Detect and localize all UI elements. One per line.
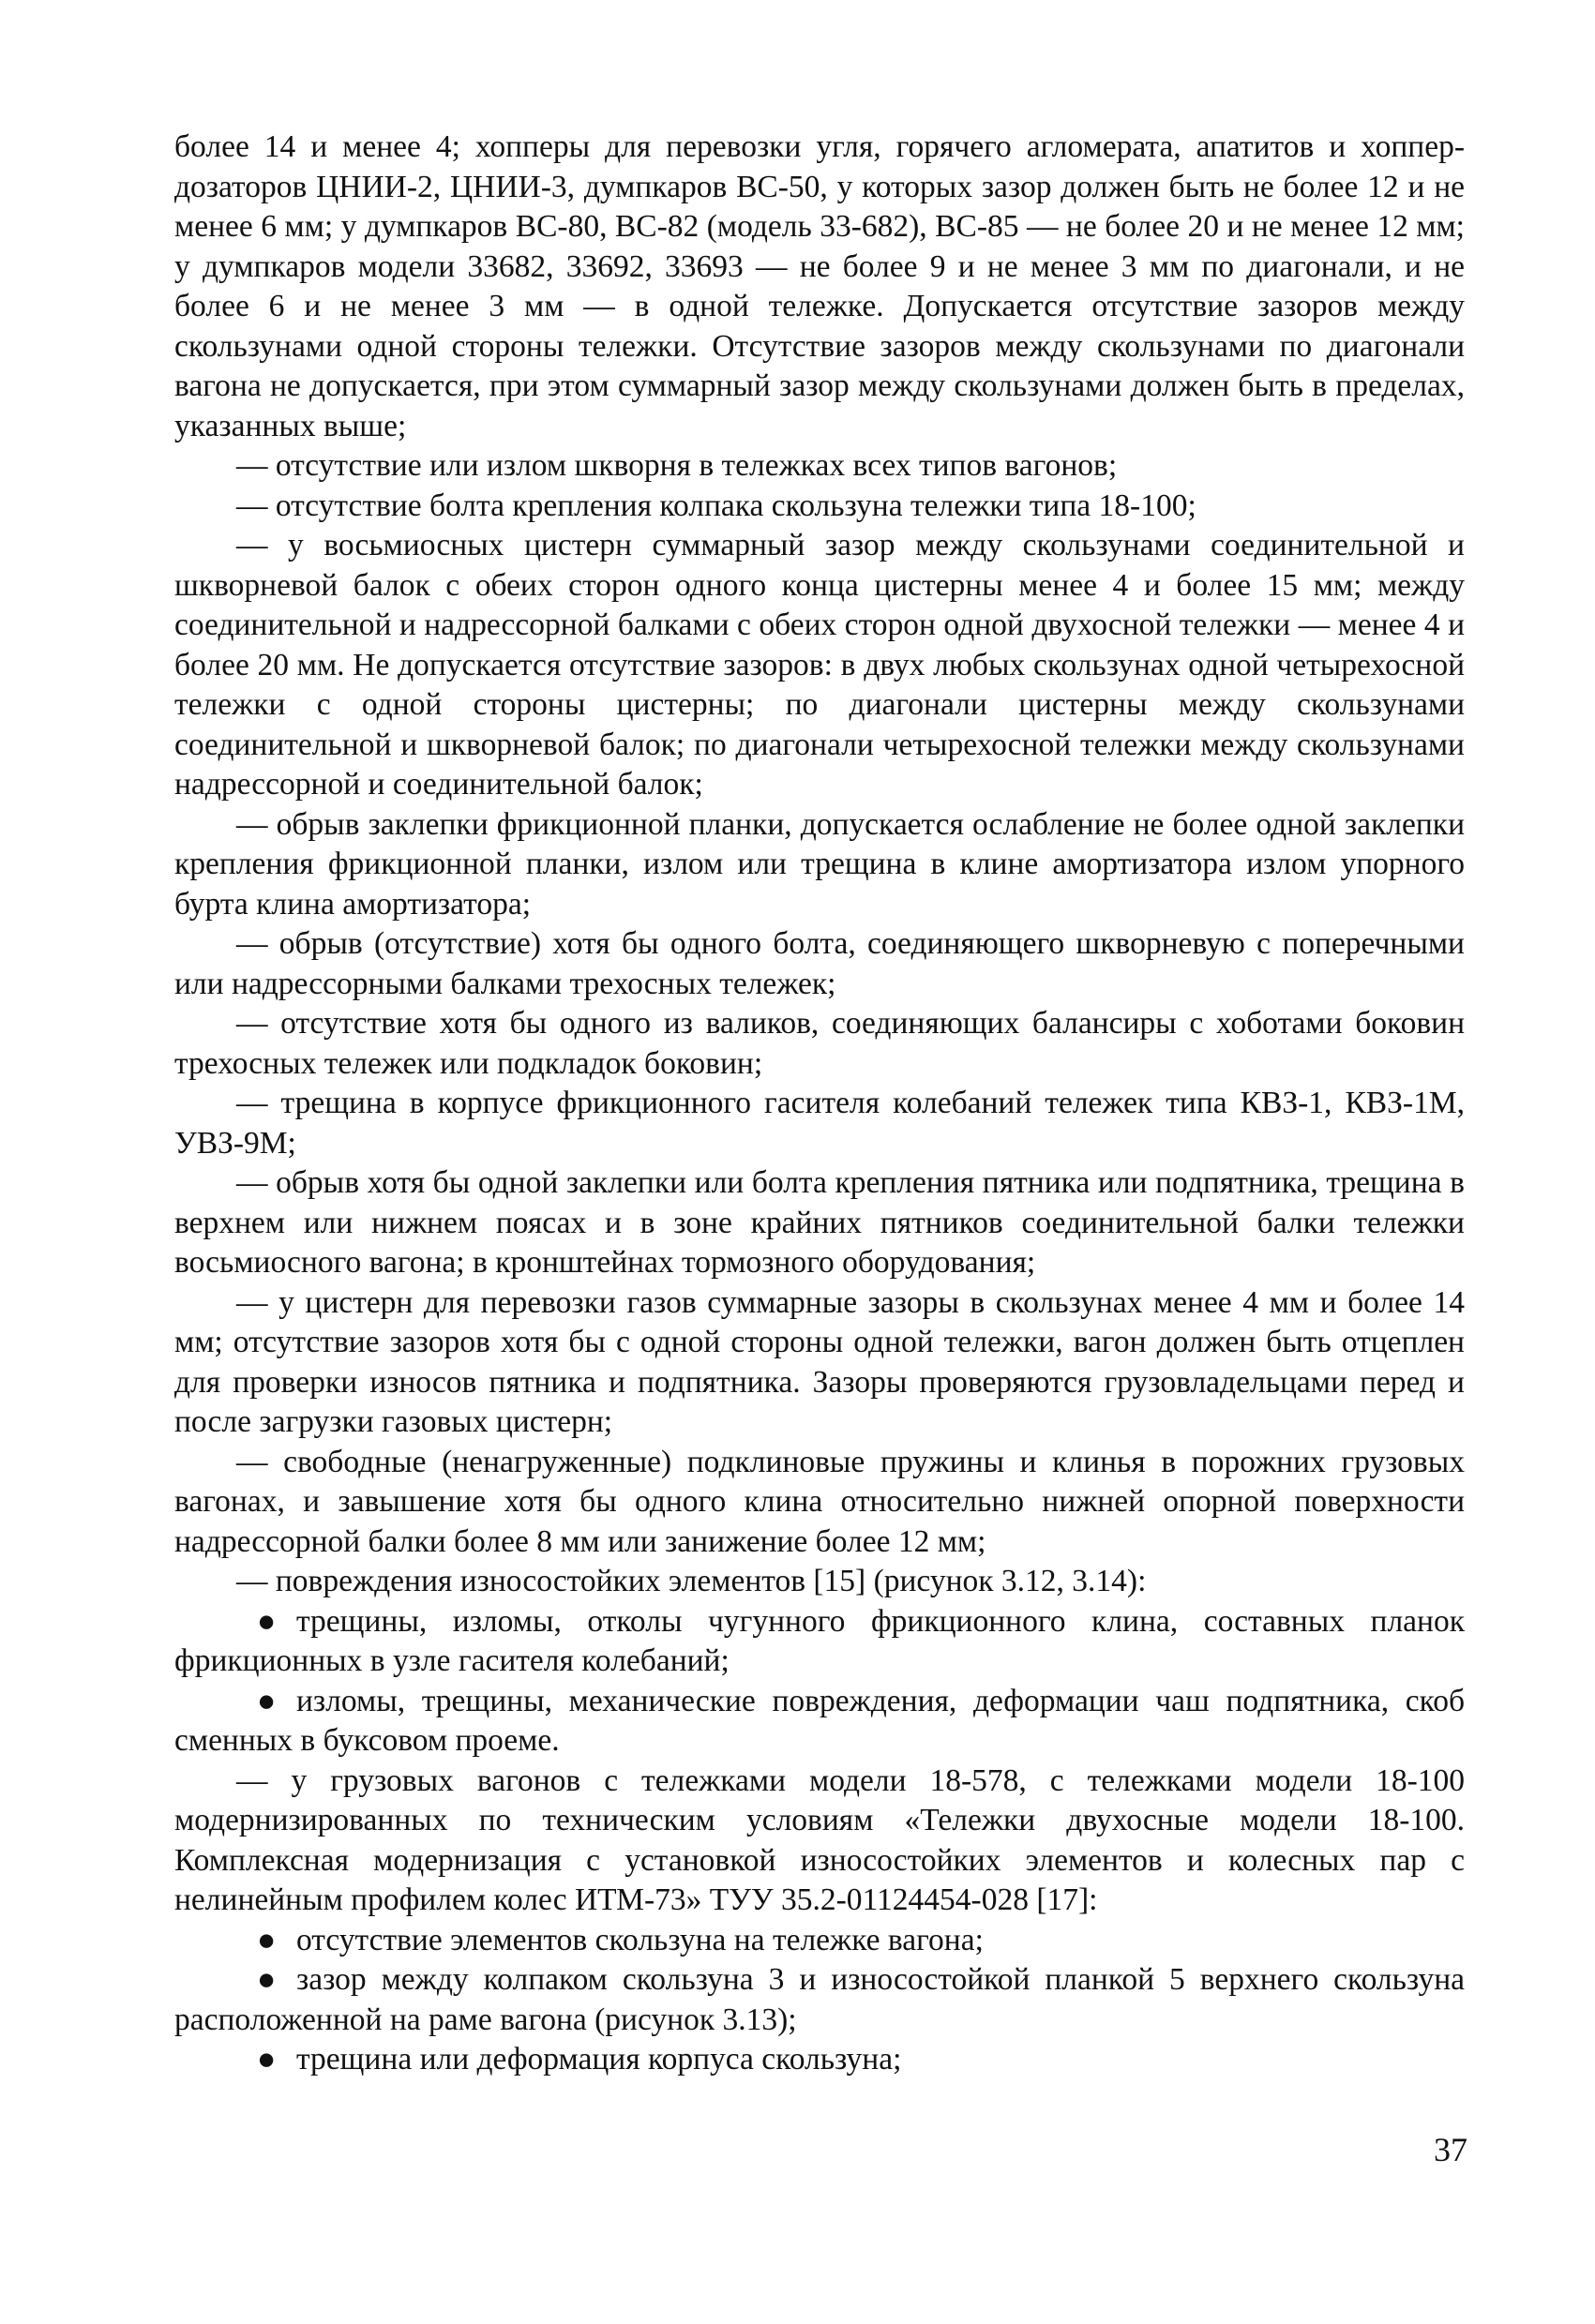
bullet-item (174, 1602, 1465, 1682)
bullet-item (174, 2040, 1465, 2080)
bullet-icon: ● (257, 2042, 277, 2077)
paragraph-kingpin: — отсутствие или излом шкворня в тележках всех типов вагонов; (236, 448, 1118, 483)
paragraph-intro: более 14 и менее 4; хопперы для перевозки угля, горячего агломерата, апатитов и хоппер-дозаторов ЦНИИ-2, ЦНИИ-3, думпкаров ВС-50, у которых зазор должен быть не более 12 и не менее 6 мм; у думпкаров ВС-80, ВС-82 (модель 33-682), ВС-85 — не более 20 и не менее 12 мм; у думпкаров модели 33682, 33692, 33693 — не более 9 и не менее 3 мм по диагонали, и не более 6 и не менее 3 мм — в одной тележке. Допускается отсутствие зазоров между скользунами одной стороны тележки. Отсутствие зазоров между скользунами по диагонали вагона не допускается, при этом суммарный зазор между скользунами должен быть в пределах, указанных выше; (174, 129, 1465, 443)
bullet-item (174, 1682, 1465, 1762)
page-number: 37 (1434, 2131, 1467, 2168)
paragraph-friction-plate-rivet: — обрыв заклепки фрикционной планки, допускается ослабление не более одной заклепки крепления фрикционной планки, излом или трещина в клине амортизатора излом упорного бурта клина амортизатора; (174, 806, 1465, 922)
bullet-item (174, 1921, 1465, 1961)
bullet-text: зазор между колпаком скользуна 3 и износостойкой планкой 5 верхнего скользуна расположенной на раме вагона (рисунок 3.13); (174, 1962, 1465, 2037)
paragraph-bolt-breakage: — обрыв (отсутствие) хотя бы одного болта, соединяющего шкворневую с поперечными или надрессорными балками трехосных тележек; (174, 926, 1465, 1001)
bullet-text: отсутствие элементов скользуна на тележке вагона; (296, 1922, 984, 1957)
bullet-icon: ● (257, 1922, 277, 1957)
paragraph-damper-crack: — трещина в корпусе фрикционного гасителя колебаний тележек типа КВЗ-1, КВЗ-1М, УВЗ-9М; (174, 1086, 1465, 1161)
bullet-text: изломы, трещины, механические повреждения, деформации чаш подпятника, скоб сменных в буксовом проеме. (174, 1683, 1465, 1758)
bullet-item (174, 1960, 1465, 2040)
bullet-text: трещина или деформация корпуса скользуна; (296, 2042, 902, 2077)
bullet-icon: ● (257, 1962, 277, 1997)
paragraph-gas-tanks: — у цистерн для перевозки газов суммарные зазоры в скользунах менее 4 мм и более 14 мм; отсутствие зазоров хотя бы с одной стороны одной тележки, вагон должен быть отцеплен для проверки износов пятника и подпятника. Зазоры проверяются грузовладельцами перед и после загрузки газовых цистерн; (174, 1284, 1465, 1439)
paragraph-rollers-missing: — отсутствие хотя бы одного из валиков, соединяющих балансиры с хоботами боковин трехосных тележек или подкладок боковин; (174, 1006, 1465, 1081)
bullet-icon: ● (257, 1683, 277, 1718)
paragraph-center-plate-rivet: — обрыв хотя бы одной заклепки или болта крепления пятника или подпятника, трещина в верхнем или нижнем поясах и в зоне крайних пятников соединительной балки тележки восьмиосного вагона; в кронштейнах тормозного оборудования; (174, 1165, 1465, 1280)
paragraph-wear-elements: — повреждения износостойких элементов [15] (рисунок 3.12, 3.14): (236, 1564, 1147, 1598)
paragraph-model-18-578: — у грузовых вагонов с тележками модели 18-578, с тележками модели 18-100 модернизированных по техническим условиям «Тележки двухосные модели 18-100. Комплексная модернизация с установкой износостойких элементов и колесных пар с нелинейным профилем колес ИТМ-73» ТУУ 35.2-01124454-028 [17]: (174, 1762, 1465, 1917)
paragraph-wedge-springs: — свободные (ненагруженные) подклиновые пружины и клинья в порожних грузовых вагонах, и завышение хотя бы одного клина относительно нижней опорной поверхности надрессорной балки более 8 мм или занижение более 12 мм; (174, 1444, 1465, 1559)
page-body (174, 127, 1465, 2080)
bullet-text: трещины, изломы, отколы чугунного фрикционного клина, составных планок фрикционных в узле гасителя колебаний; (174, 1603, 1465, 1678)
paragraph-slider-cap-bolt: — отсутствие болта крепления колпака скользуна тележки типа 18-100; (236, 487, 1196, 523)
bullet-icon: ● (257, 1603, 277, 1639)
paragraph-eight-axle-tanks: — у восьмиосных цистерн суммарный зазор между скользунами соединительной и шкворневой балок с обеих сторон одного конца цистерны менее 4 и более 15 мм; между соединительной и надрессорной балками с обеих сторон одной двухосной тележки — менее 4 и более 20 мм. Не допускается отсутствие зазоров: в двух любых скользунах одной четырехосной тележки с одной стороны цистерны; по диагонали цистерны между скользунами соединительной и шкворневой балок; по диагонали четырехосной тележки между скользунами надрессорной и соединительной балок; (174, 528, 1465, 802)
